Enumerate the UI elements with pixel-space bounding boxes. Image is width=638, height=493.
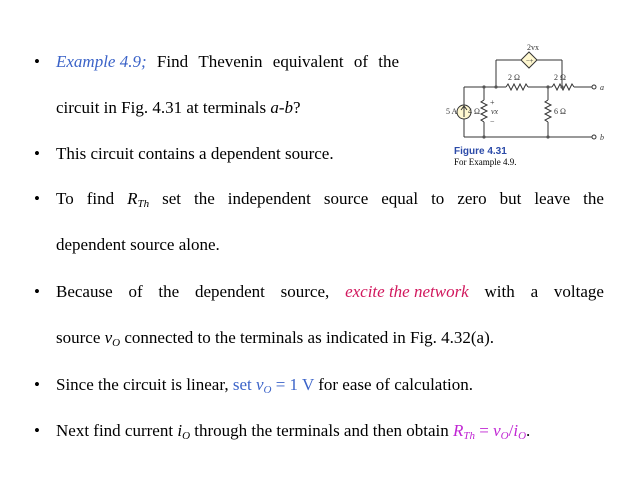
b1-w2: equivalent bbox=[272, 52, 344, 71]
set-vo-highlight: set $v_O = 1$ V bbox=[232, 375, 314, 396]
terminal-a bbox=[592, 85, 596, 89]
dep-source-label: 2vx bbox=[527, 43, 539, 52]
excite-network-highlight: excite the network bbox=[345, 282, 469, 301]
current-source-label: 5 A bbox=[446, 107, 458, 116]
term-a-label: a bbox=[600, 83, 604, 92]
bullet-4-line-2: source $v_O$ connected to the terminals as indicated in Fig. 4.32(a). bbox=[56, 328, 495, 349]
term-b-label: b bbox=[600, 133, 604, 142]
figure-title: Figure 4.31 bbox=[454, 146, 507, 157]
resistor-4ohm bbox=[481, 100, 487, 122]
r4-label: 4 Ω bbox=[468, 107, 480, 116]
svg-text:+: + bbox=[490, 98, 495, 107]
vx-label: vx bbox=[491, 107, 499, 116]
figure-caption: For Example 4.9. bbox=[454, 157, 517, 167]
circuit-diagram bbox=[444, 42, 614, 146]
rth-formula: $R_{Th} = v_O/i_O$ bbox=[452, 421, 527, 442]
bullet-1-line-2: circuit in Fig. 4.31 at terminals a-b? bbox=[56, 98, 301, 117]
resistor-2ohm-left bbox=[506, 84, 528, 90]
b1-w0: Find bbox=[156, 52, 189, 71]
bullet-dot: • bbox=[34, 421, 40, 440]
example-label: Example 4.9; bbox=[56, 52, 147, 71]
svg-text:−: − bbox=[526, 57, 530, 65]
io-symbol: $i_O$ bbox=[177, 421, 191, 442]
r2-label: 2 Ω bbox=[554, 73, 566, 82]
bullet-dot: • bbox=[34, 144, 40, 163]
b1-w1: Thevenin bbox=[198, 52, 263, 71]
terminal-ref: a-b bbox=[270, 98, 294, 117]
resistor-6ohm bbox=[545, 100, 551, 122]
r1-label: 2 Ω bbox=[508, 73, 520, 82]
bullet-dot: • bbox=[34, 375, 40, 394]
svg-text:+: + bbox=[529, 57, 534, 65]
vo-symbol: $v_O$ bbox=[104, 328, 121, 349]
bullet-dot: • bbox=[34, 52, 40, 71]
bullet-3-line-2: dependent source alone. bbox=[56, 235, 220, 254]
bullet-dot: • bbox=[34, 189, 40, 208]
r6-label: 6 Ω bbox=[554, 107, 566, 116]
bullet-dot: • bbox=[34, 282, 40, 301]
svg-text:−: − bbox=[490, 117, 495, 126]
rth-symbol: $R_{Th}$ bbox=[127, 189, 150, 210]
terminal-b bbox=[592, 135, 596, 139]
b1-w3: of bbox=[353, 52, 369, 71]
b1-w4: the bbox=[378, 52, 400, 71]
